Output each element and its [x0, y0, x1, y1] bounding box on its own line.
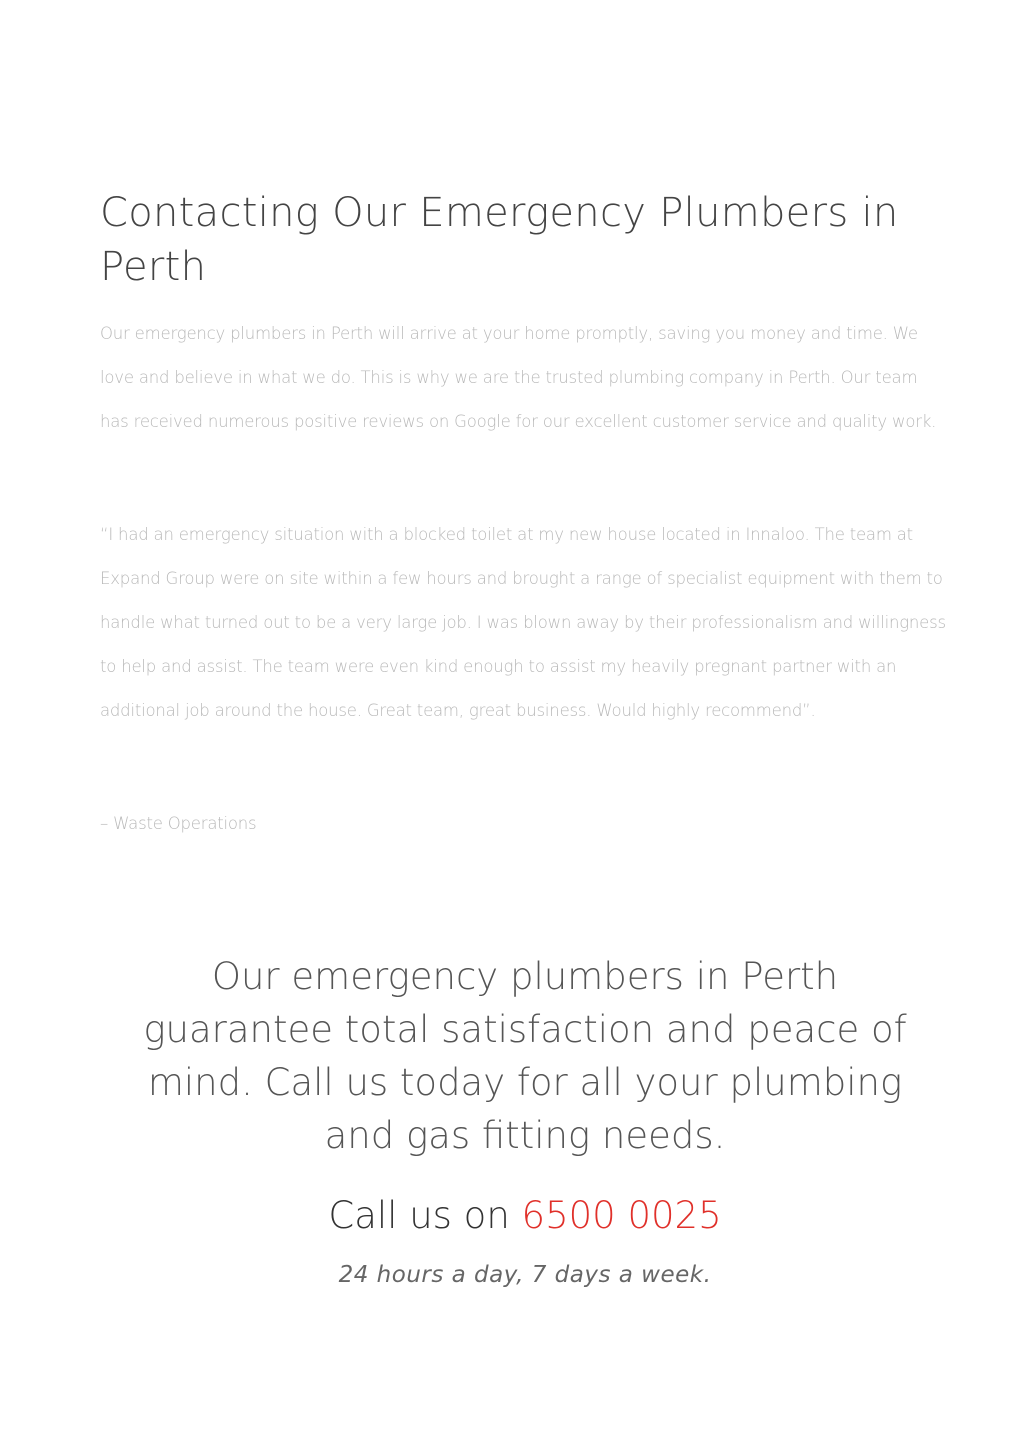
call-line [100, 1192, 950, 1240]
cta-text: Our emergency plumbers in Perth guarantee total satisfaction and peace of mind. Call us today for all your plumbing and gas fitting needs. [143, 955, 907, 1157]
testimonial-attribution: – Waste Operations [100, 814, 257, 833]
intro-paragraph: Our emergency plumbers in Perth will arrive at your home promptly, saving you money and time. We love and believe in what we do. This is why we are the trusted plumbing company in Perth. Our team has received numerous positive reviews on Google for our excellent customer service and quality work. [100, 324, 937, 431]
section-heading: Contacting Our Emergency Plumbers in Perth [100, 190, 899, 290]
call-prefix: Call us on [328, 1194, 522, 1237]
testimonial-quote: “I had an emergency situation with a blocked toilet at my new house located in Innaloo. The team at Expand Group were on site within a few hours and brought a range of specialist equipment with them to handle what turned out to be a very large job. I was blown away by their professionalism and willingness to help and assist. The team were even kind enough to assist my heavily pregnant partner with an additional job around the house. Great team, great business. Would highly recommend”. [100, 525, 946, 720]
phone-number-link[interactable]: 6500 0025 [521, 1194, 722, 1237]
availability-hours: 24 hours a day, 7 days a week. [338, 1262, 712, 1288]
call-to-action [100, 950, 950, 1290]
